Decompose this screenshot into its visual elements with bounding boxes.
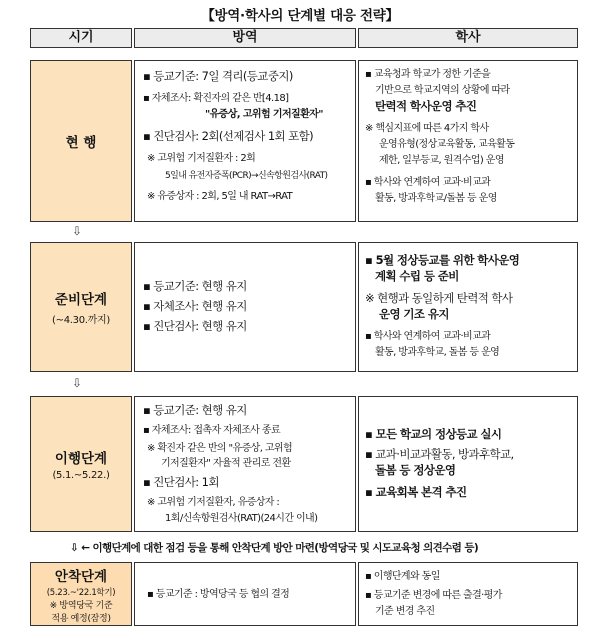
a1-line4: ※ 핵심지표에 따른 4가지 학사 (365, 123, 489, 134)
a3-line1: ▪ 모든 학교의 정상등교 실시 (365, 427, 502, 441)
header-academic: 학사 (358, 28, 578, 48)
a2-line2: 계획 수립 등 준비 (375, 269, 459, 283)
q1-line5: ※ 고위험 기저질환자 : 2회 (147, 153, 256, 164)
page-title: 【방역·학사의 단계별 대응 전략】 (201, 8, 399, 24)
stage-current-cell (30, 60, 132, 222)
a2-line5: ▪ 학사와 연계하여 교과·비교과 (365, 331, 491, 342)
q1-line1: ▪ 등교기준: 7일 격리(등교중지) (143, 69, 293, 83)
q2-line3: ▪ 진단검사: 현행 유지 (143, 319, 247, 333)
transition-note: ⇩ ← 이행단계에 대한 점검 등을 통해 안착단계 방안 마련(방역당국 및 시도교육청 의견수렴 등) (70, 542, 479, 554)
a1-line2: 기반으로 학교지역의 상황에 따라 (375, 85, 510, 96)
q4-line1: ▪ 등교기준 : 방역당국 등 협의 결정 (147, 589, 290, 600)
a1-line3: 탄력적 학사운영 추진 (375, 99, 477, 113)
a1-line5: 운영유형(정상교육활동, 교육활동 (379, 139, 515, 150)
a2-line4: 운영 기조 유지 (379, 307, 449, 321)
stage-transition-quarantine (134, 396, 356, 532)
a2-line1: ▪ 5월 정상등교를 위한 학사운영 (365, 253, 520, 267)
stage-settle-academic (358, 562, 578, 626)
q3-line7: 1회/신속항원검사(RAT)(24시간 이내) (165, 513, 318, 524)
stage-settle-cell (30, 562, 132, 626)
a2-line6: 활동, 방과후학교, 돌봄 등 운영 (375, 347, 500, 358)
a1-line6: 제한, 일부등교, 원격수업) 운영 (379, 155, 504, 166)
stage-prep-period: (~4.30.까지) (52, 315, 110, 326)
header-quarantine: 방역 (134, 28, 356, 48)
stage-current-academic (358, 60, 578, 222)
q1-line2: ▪ 자체조사: 확진자의 같은 반[4.18] (143, 93, 289, 104)
a4-line3: 기준 변경 추진 (375, 606, 435, 617)
down-arrow-icon: ⇩ (72, 224, 83, 238)
stage-settle-name: 안착단계 (54, 568, 108, 585)
q3-line1: ▪ 등교기준: 현행 유지 (143, 403, 247, 417)
a1-line1: ▪ 교육청과 학교가 정한 기준을 (365, 69, 491, 80)
stage-prep-quarantine (134, 242, 356, 372)
a1-line8: 활동, 방과후학교/돌봄 등 운영 (375, 193, 497, 204)
stage-settle-period: (5.23.~'22.1학기) (46, 587, 116, 598)
q2-line1: ▪ 등교기준: 현행 유지 (143, 279, 247, 293)
a2-line3: ※ 현행과 동일하게 탄력적 학사 (365, 291, 513, 305)
a4-line1: ▪ 이행단계와 동일 (365, 571, 440, 582)
a1-line7: ▪ 학사와 연계하여 교과·비교과 (365, 177, 491, 188)
q3-line2: ▪ 자체조사: 접촉자 자체조사 종료 (143, 425, 281, 436)
q1-line4: ▪ 진단검사: 2회(선제검사 1회 포함) (143, 129, 314, 143)
a3-line2: ▪ 교과·비교과활동, 방과후학교, (365, 447, 514, 461)
stage-transition-cell (30, 396, 132, 532)
q3-line5: ▪ 진단검사: 1회 (143, 475, 219, 489)
q3-line6: ※ 고위험 기저질환자, 유증상자 : (147, 497, 280, 508)
stage-settle-note2: 적용 예정(잠정) (51, 613, 111, 624)
stage-settle-quarantine (134, 562, 356, 626)
q2-line2: ▪ 자체조사: 현행 유지 (143, 299, 247, 313)
stage-settle-note1: ※ 방역당국 기준 (49, 600, 113, 611)
stage-prep-cell (30, 242, 132, 372)
stage-prep-academic (358, 242, 578, 372)
down-arrow-icon: ⇩ (72, 376, 83, 390)
stage-current-quarantine (134, 60, 356, 222)
a3-line3: 돌봄 등 정상운영 (375, 463, 456, 477)
q1-line3: "유증상, 고위험 기저질환자" (205, 109, 323, 120)
q3-line3: ※ 확진자 같은 반의 "유증상, 고위험 (147, 443, 293, 454)
stage-prep-name: 준비단계 (54, 292, 108, 308)
stage-transition-academic (358, 396, 578, 532)
q3-line4: 기저질환자" 자율적 관리로 전환 (161, 458, 291, 469)
stage-transition-period: (5.1.~5.22.) (52, 470, 110, 481)
stage-current-name: 현 행 (65, 135, 97, 151)
stage-transition-name: 이행단계 (54, 451, 108, 467)
q1-line6: 5일내 유전자증폭(PCR)→신속항원검사(RAT) (165, 171, 328, 181)
q1-line7: ※ 유증상자 : 2회, 5일 내 RAT→RAT (147, 191, 293, 202)
a3-line4: ▪ 교육회복 본격 추진 (365, 485, 467, 499)
a4-line2: ▪ 등교기준 변경에 따른 출결·평가 (365, 590, 502, 601)
header-period: 시기 (30, 28, 132, 48)
